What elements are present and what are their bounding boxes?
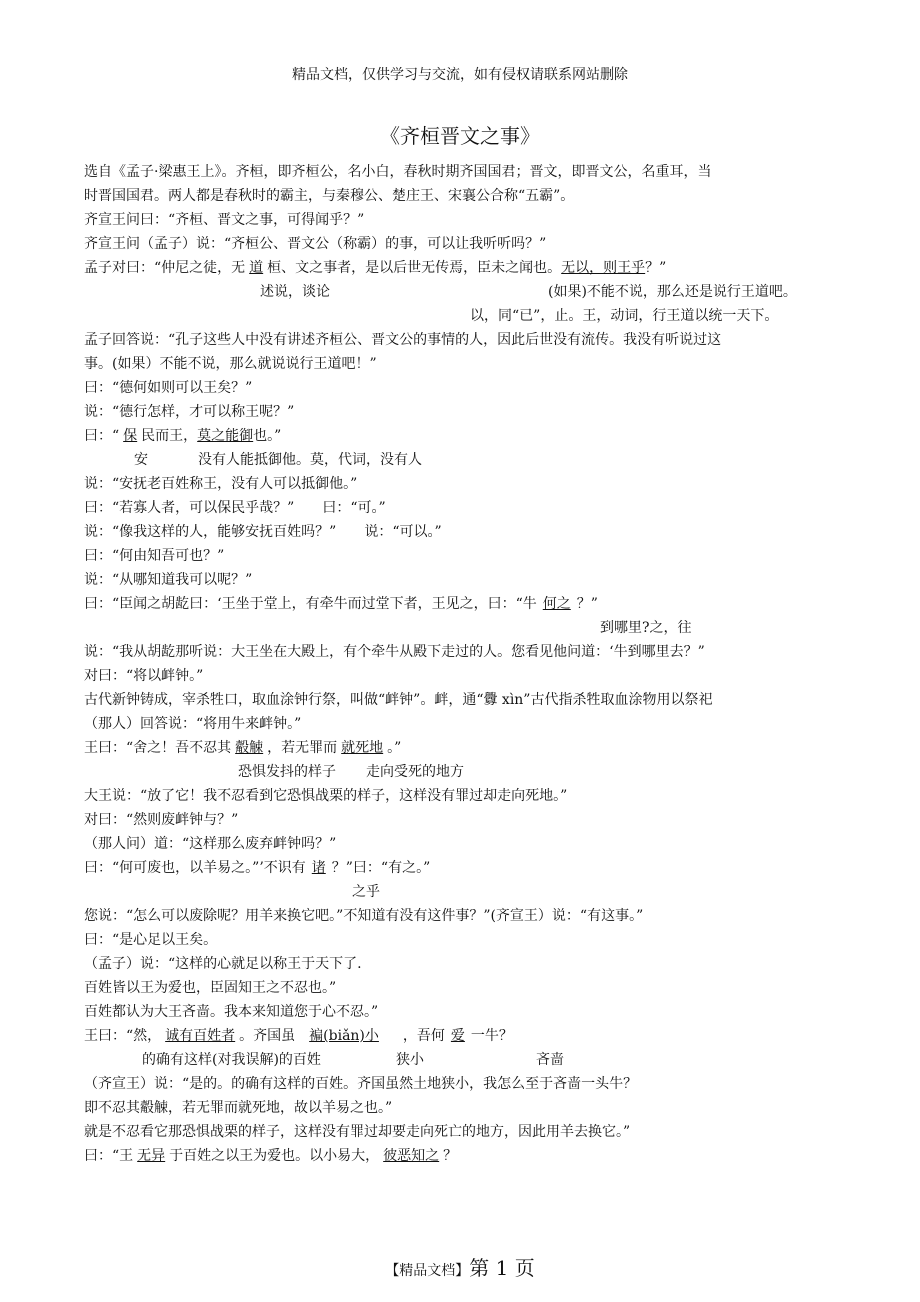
text-line (84, 258, 666, 278)
underlined-term: 彼恶知之 (383, 1148, 440, 1164)
text-line: 说：“像我这样的人，能够安抚百姓吗？” 说：“可以。” (84, 524, 442, 540)
underlined-term: 无异 (137, 1148, 166, 1164)
annotation: 之乎 (352, 884, 380, 900)
text-line: 曰：“德何如则可以王矣？” (84, 380, 253, 396)
text-line: 说：“我从胡龁那听说：大王坐在大殿上，有个牵牛从殿下走过的人。您看见他问道：‘牛到哪里去？” (84, 644, 705, 660)
underlined-term: 爱 (450, 1028, 465, 1044)
text-line: 对曰：“将以衅钟。” (84, 668, 204, 684)
text-line (84, 426, 281, 446)
text-line: 就是不忍看它那恐惧战栗的样子，这样没有罪过却要走向死亡的地方，因此用羊去换它。” (84, 1124, 631, 1140)
text-segment: 曰：“何可废也，以羊易之。”’不识有 (84, 860, 306, 876)
text-line: 百姓皆以王为爱也，臣固知王之不忍也。” (84, 980, 337, 996)
underlined-term: 褊(biǎn)小 (309, 1028, 379, 1044)
underlined-term: 保 (123, 428, 138, 444)
annotation: 没有人能抵御他。莫，代词，没有人 (198, 452, 422, 468)
underlined-term: 诸 (311, 860, 326, 876)
text-line: 对曰：“然则废衅钟与？” (84, 812, 239, 828)
text-segment: 孟子对曰：“仲尼之徒，无 (84, 260, 246, 276)
text-line: 大王说：“放了它！我不忍看到它恐惧战栗的样子，这样没有罪过却走向死地。” (84, 788, 568, 804)
annotation: 狭小 (396, 1052, 424, 1068)
text-line (84, 738, 401, 758)
annotation: 安 (134, 452, 148, 468)
text-line: 曰：“是心足以王矣。 (84, 932, 218, 948)
underlined-term: 诚有百姓者 (165, 1028, 236, 1044)
text-line: 选自《孟子·梁惠王上》。齐桓，即齐桓公，名小白，春秋时期齐国国君；晋文，即晋文公，名重耳，当 (84, 164, 712, 180)
text-line: 百姓都认为大王吝啬。我本来知道您于心不忍。” (84, 1004, 379, 1020)
text-segment: 于百姓之以王为爱也。以小易大， (169, 1148, 380, 1164)
text-line: 事。(如果）不能不说，那么就说说行王道吧！” (84, 356, 377, 372)
annotation: 以，同“已”，止。王，动词，行王道以统一天下。 (470, 308, 779, 324)
text-segment: ？ (443, 1148, 458, 1164)
annotation: (如果)不能不说，那么还是说行王道吧。 (548, 284, 797, 300)
text-segment: ？”曰：“有之。” (331, 860, 431, 876)
underlined-term: 觳觫 (235, 740, 264, 756)
footer-label: 【精品文档】 (385, 1263, 470, 1279)
text-line: （孟子）说：“这样的心就足以称王于天下了. (84, 956, 362, 972)
text-line: 说：“安抚老百姓称王，没有人可以抵御他。” (84, 476, 358, 492)
text-segment: 王曰：“然， (84, 1028, 162, 1044)
annotation: 到哪里?之，往 (600, 620, 692, 636)
text-segment: 。” (387, 740, 402, 756)
page-footer (0, 1252, 920, 1281)
text-segment: ？” (645, 260, 667, 276)
text-line: 说：“德行怎样，才可以称王呢？” (84, 404, 295, 420)
text-segment: ，若无罪而 (267, 740, 338, 756)
text-line: 齐宣王问（孟子）说：“齐桓公、晋文公（称霸）的事，可以让我听听吗？” (84, 236, 547, 252)
text-line: （那人问）道：“这样那么废弃衅钟吗？” (84, 836, 337, 852)
text-line (84, 594, 598, 614)
underlined-term: 就死地 (341, 740, 384, 756)
text-segment: 曰：“王 (84, 1148, 134, 1164)
text-segment: ？” (576, 596, 598, 612)
text-segment: ，吾何 (402, 1028, 445, 1044)
text-segment: 。齐国虽 (239, 1028, 296, 1044)
annotation: 恐惧发抖的样子 (238, 764, 336, 780)
text-segment: 也。” (253, 428, 282, 444)
annotation: 吝啬 (536, 1052, 564, 1068)
text-line: 齐宣王问曰：“齐桓、晋文之事，可得闻乎？” (84, 212, 365, 228)
underlined-term: 道 (249, 260, 264, 276)
text-line: 即不忍其觳觫，若无罪而就死地，故以羊易之也。” (84, 1100, 393, 1116)
text-line: 古代新钟铸成，宰杀牲口，取血涂钟行祭，叫做“衅钟”。衅，通“釁 xìn”古代指杀牲取血涂物用以祭祀 (84, 692, 713, 708)
text-line: 曰：“何由知吾可也？” (84, 548, 225, 564)
text-segment: 民而王， (141, 428, 198, 444)
text-line: 时晋国国君。两人都是春秋时的霸主，与秦穆公、楚庄王、宋襄公合称“五霸”。 (84, 188, 575, 204)
text-line: 您说：“怎么可以废除呢？用羊来换它吧。”不知道有没有这件事？”(齐宣王）说：“有这事。” (84, 908, 644, 924)
page-header: 精品文档，仅供学习与交流，如有侵权请联系网站删除 (292, 67, 628, 83)
text-line: 曰：“若寡人者，可以保民乎哉？” 曰：“可。” (84, 500, 386, 516)
text-segment: 一牛？ (470, 1028, 513, 1044)
text-line: （齐宣王）说：“是的。的确有这样的百姓。齐国虽然土地狭小，我怎么至于吝啬一头牛？ (84, 1076, 638, 1092)
annotation: 的确有这样(对我误解)的百姓 (142, 1052, 321, 1068)
text-segment: 桓、文之事者，是以后世无传焉，臣未之闻也。 (267, 260, 562, 276)
text-segment: 王曰：“舍之！吾不忍其 (84, 740, 232, 756)
text-line (84, 1026, 513, 1046)
text-line: 孟子回答说：“孔子这些人中没有讲述齐桓公、晋文公的事情的人，因此后世没有流传。我没有听说过这 (84, 332, 722, 348)
document-title: 《齐桓晋文之事》 (380, 124, 540, 148)
text-line: （那人）回答说：“将用牛来衅钟。” (84, 716, 302, 732)
annotation: 述说，谈论 (260, 284, 330, 300)
text-segment: 曰：“臣闻之胡龁曰：‘王坐于堂上，有牵牛而过堂下者，王见之，曰：“牛 (84, 596, 537, 612)
text-line (84, 858, 430, 878)
underlined-term: 无以，则王乎 (561, 260, 646, 276)
underlined-term: 莫之能御 (197, 428, 254, 444)
page-number: 第 1 页 (469, 1256, 535, 1280)
annotation: 走向受死的地方 (366, 764, 464, 780)
text-line (84, 1146, 457, 1166)
text-line: 说：“从哪知道我可以呢？” (84, 572, 253, 588)
underlined-term: 何之 (542, 596, 571, 612)
text-segment: 曰：“ (84, 428, 120, 444)
